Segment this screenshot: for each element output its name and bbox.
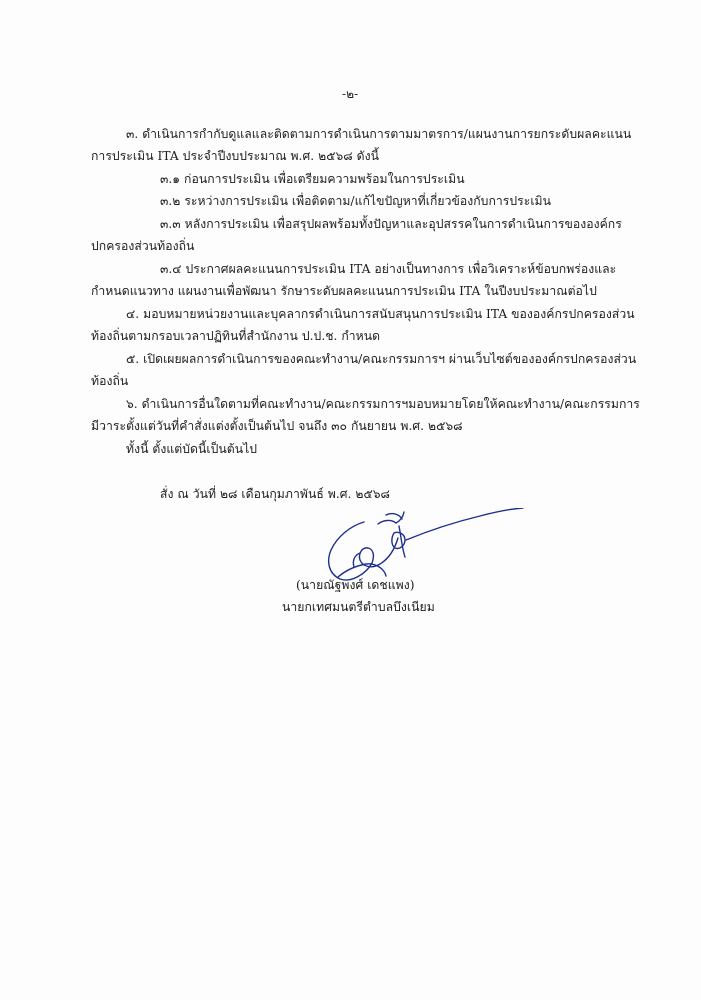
item-3-4-line-1: ๓.๔ ประกาศผลคะแนนการประเมิน ITA อย่างเป็นทางการ เพื่อวิเคราะห์ข้อบกพร่องและ: [160, 262, 617, 276]
item-3-line-1: ๓. ดำเนินการกำกับดูแลและติดตามการดำเนินการตามมาตรการ/แผนงานการยกระดับผลคะแนน: [126, 127, 632, 141]
item-3-4-line-2: กำหนดแนวทาง แผนงานเพื่อพัฒนา รักษาระดับผลคะแนนการประเมิน ITA ในปีงบประมาณต่อไป: [91, 284, 597, 298]
signatory-name: (นายณัฐพงศ์ เดชแพง): [296, 578, 415, 592]
page-number: -๒-: [342, 87, 359, 101]
item-3-1: ๓.๑ ก่อนการประเมิน เพื่อเตรียมความพร้อมในการประเมิน: [160, 172, 465, 186]
item-4-line-2: ท้องถิ่นตามกรอบเวลาปฏิทินที่สำนักงาน ป.ป.ช. กำหนด: [91, 329, 381, 343]
order-date: สั่ง ณ วันที่ ๒๘ เดือนกุมภาพันธ์ พ.ศ. ๒๕๖๘: [160, 487, 390, 501]
item-3-line-2: การประเมิน ITA ประจำปีงบประมาณ พ.ศ. ๒๕๖๘ ดังนี้: [91, 149, 379, 163]
item-3-2: ๓.๒ ระหว่างการประเมิน เพื่อติดตาม/แก้ไขปัญหาที่เกี่ยวข้องกับการประเมิน: [160, 194, 552, 208]
item-6-line-1: ๖. ดำเนินการอื่นใดตามที่คณะทำงาน/คณะกรรมการฯมอบหมายโดยให้คณะทำงาน/คณะกรรมการ: [126, 397, 640, 411]
item-3-3-line-1: ๓.๓ หลังการประเมิน เพื่อสรุปผลพร้อมทั้งปัญหาและอุปสรรคในการดำเนินการขององค์กร: [160, 217, 622, 231]
signatory-title: นายกเทศมนตรีตำบลบึงเนียม: [282, 600, 435, 614]
item-4-line-1: ๔. มอบหมายหน่วยงานและบุคลากรดำเนินการสนับสนุนการประเมิน ITA ขององค์กรปกครองส่วน: [126, 307, 635, 321]
item-5-line-1: ๕. เปิดเผยผลการดำเนินการของคณะทำงาน/คณะกรรมการฯ ผ่านเว็บไซต์ขององค์กรปกครองส่วน: [126, 352, 637, 366]
item-5-line-2: ท้องถิ่น: [91, 374, 129, 388]
item-6-line-2: มีวาระตั้งแต่วันที่คำสั่งแต่งตั้งเป็นต้นไป จนถึง ๓๐ กันยายน พ.ศ. ๒๕๖๘: [91, 419, 463, 433]
effective-clause: ทั้งนี้ ตั้งแต่บัดนี้เป็นต้นไป: [126, 442, 258, 456]
item-3-3-line-2: ปกครองส่วนท้องถิ่น: [91, 239, 195, 253]
